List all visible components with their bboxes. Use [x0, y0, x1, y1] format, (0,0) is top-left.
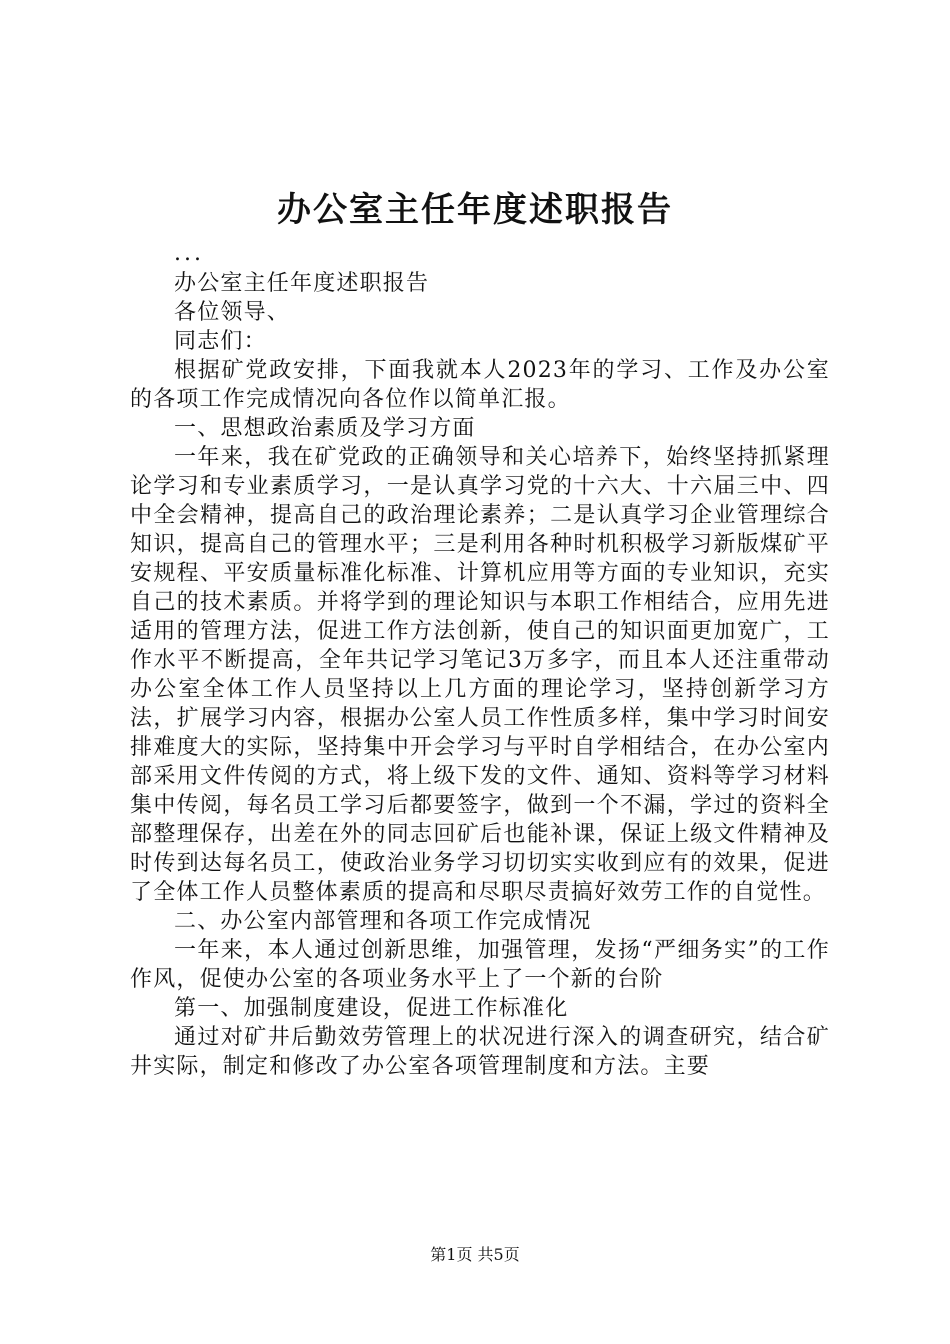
subtitle-paragraph: 办公室主任年度述职报告 — [174, 271, 430, 296]
body-paragraph-rules: 通过对矿井后勤效劳管理上的状况进行深入的调查研究，结合矿井实际，制定和修改了办公室各项管理制度和方法。主要 — [130, 1025, 830, 1079]
intro-paragraph: 根据矿党政安排，下面我就本人2023年的学习、工作及办公室的各项工作完成情况向各位作以简单汇报。 — [130, 358, 830, 412]
ellipsis-line: ... — [174, 241, 204, 266]
salutation-line-2: 同志们： — [174, 329, 267, 354]
document-title: 办公室主任年度述职报告 — [277, 190, 673, 230]
body-paragraph-management: 一年来，本人通过创新思维，加强管理，发扬“严细务实”的工作作风，促使办公室的各项业务水平上了一个新的台阶 — [130, 938, 830, 992]
salutation-line-1: 各位领导、 — [174, 300, 291, 325]
document-body — [130, 243, 830, 1081]
body-paragraph-study: 一年来，我在矿党政的正确领导和关心培养下，始终坚持抓紧理论学习和专业素质学习，一是认真学习党的十六大、十六届三中、四中全会精神，提高自己的政治理论素养；二是认真学习企业管理综合知识，提高自己的管理水平；三是利用各种时机积极学习新版煤矿平安规程、平安质量标准化标准、计算机应用等方面的专业知识，充实自己的技术素质。并将学到的理论知识与本职工作相结合，应用先进适用的管理方法，促进工作方法创新，使自己的知识面更加宽广，工作水平不断提高，全年共记学习笔记3万多字，而且本人还注重带动办公室全体工作人员坚持以上几方面的理论学习，坚持创新学习方法，扩展学习内容，根据办公室人员工作性质多样，集中学习时间安排难度大的实际，坚持集中开会学习与平时自学相结合，在办公室内部采用文件传阅的方式，将上级下发的文件、通知、资料等学习材料集中传阅，每名员工学习后都要签字，做到一个不漏，学过的资料全部整理保存，出差在外的同志回矿后也能补课，保证上级文件精神及时传到达每名员工，使政治业务学习切切实实收到应有的效果，促进了全体工作人员整体素质的提高和尽职尽责搞好效劳工作的自觉性。 — [130, 445, 830, 905]
section-heading-1: 一、思想政治素质及学习方面 — [174, 416, 476, 441]
page-footer: 第1页 共5页 — [430, 1245, 520, 1264]
subsection-heading-1: 第一、加强制度建设，促进工作标准化 — [174, 996, 569, 1021]
section-heading-2: 二、办公室内部管理和各项工作完成情况 — [174, 909, 592, 934]
